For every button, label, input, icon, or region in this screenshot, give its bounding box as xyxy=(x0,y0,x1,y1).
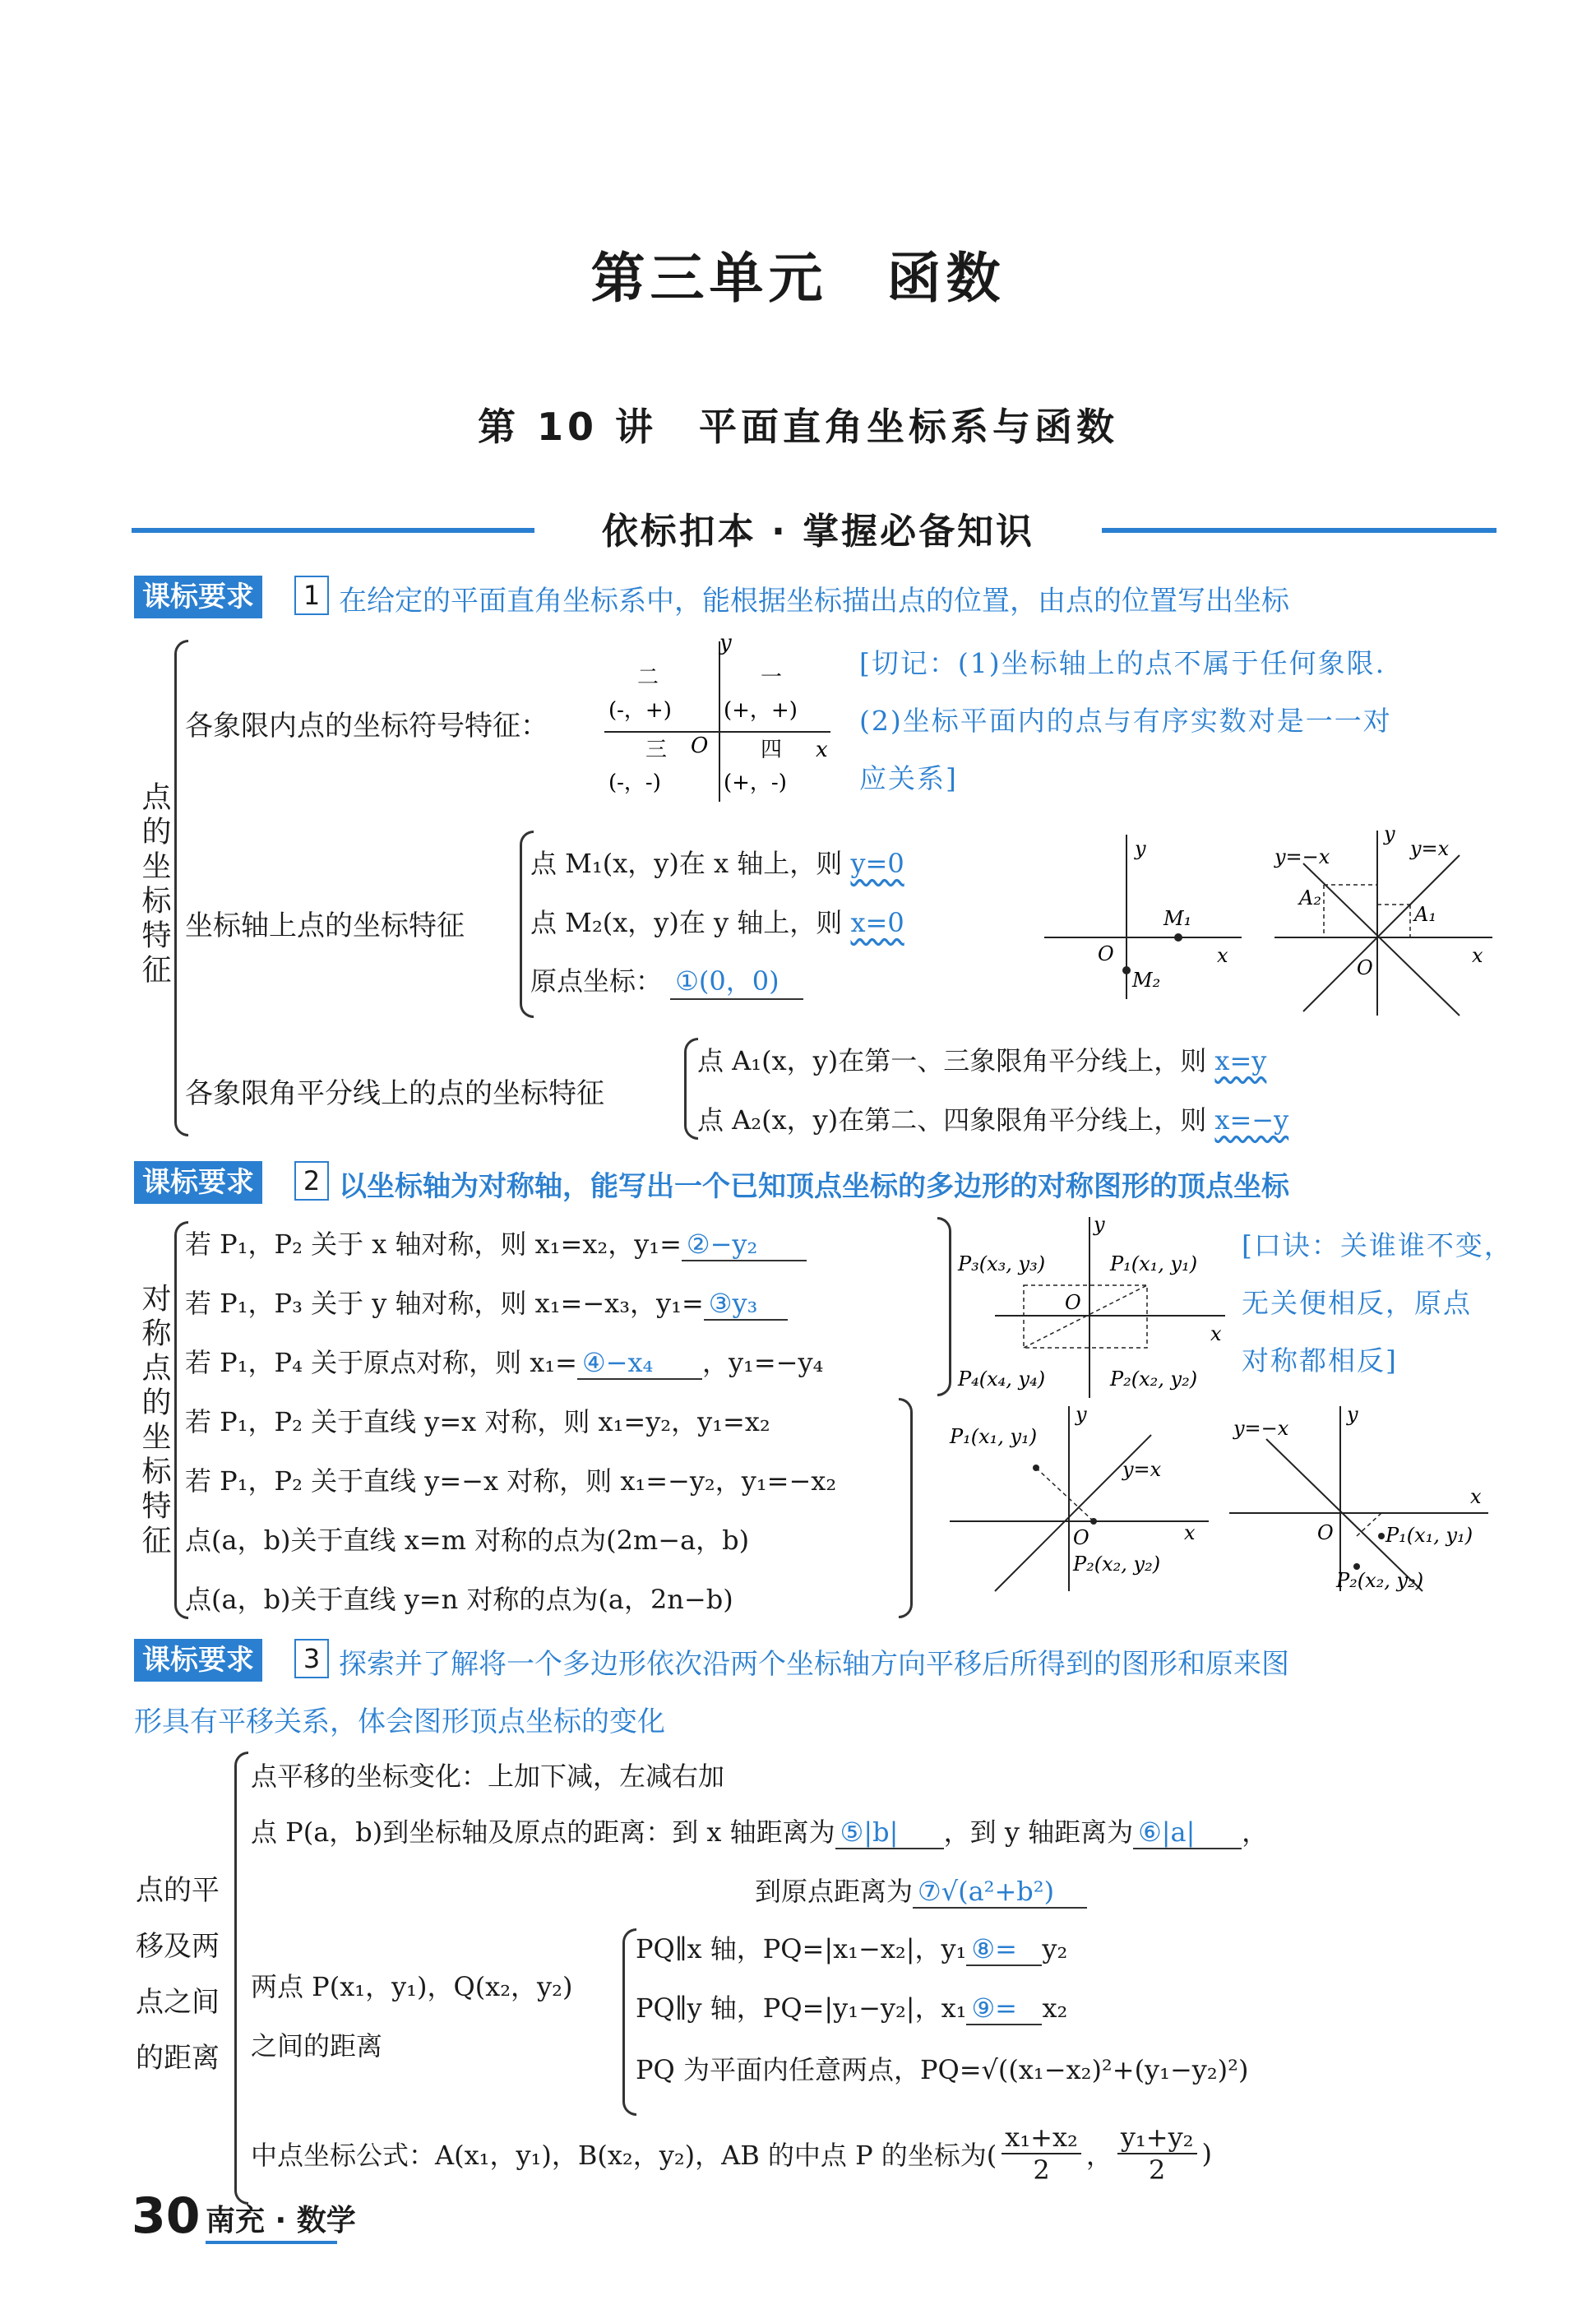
midpoint-den-y: 2 xyxy=(1149,2154,1166,2186)
req3-side-label-3: 点之间 xyxy=(136,1986,220,2019)
req1-text: 在给定的平面直角坐标系中，能根据坐标描出点的位置，由点的位置写出坐标 xyxy=(339,585,1289,618)
distance-answer-5: ⑤|b| xyxy=(835,1816,944,1849)
req1-number: 1 xyxy=(294,576,329,615)
req3-text: 探索并了解将一个多边形依次沿两个坐标轴方向平移后所得到的图形和原来图 xyxy=(339,1648,1289,1681)
pq-line-2-text: PQ∥y 轴，PQ=|y₁−y₂|，x₁ xyxy=(636,1992,967,2024)
sym-fig-y: y xyxy=(1094,1213,1105,1236)
axis-answer-2: x=0 xyxy=(850,907,904,938)
req2-side-label: 对称点的坐标特征 xyxy=(137,1283,171,1559)
line-yx-x: x xyxy=(1184,1521,1196,1544)
pq-line-1 xyxy=(636,1928,1067,1966)
req1-note-line-1: [切记：(1)坐标轴上的点不属于任何象限. xyxy=(859,647,1386,679)
req1-tag: 课标要求 xyxy=(134,576,262,618)
sym-line-2-text: 若 P₁，P₃ 关于 y 轴对称，则 x₁=−x₃，y₁= xyxy=(185,1288,704,1319)
fig2-origin: O xyxy=(1357,956,1373,979)
line-ynx-label: y=−x xyxy=(1233,1417,1289,1440)
midpoint-num-y: y₁+y₂ xyxy=(1117,2122,1197,2154)
req2-note-line-2: 无关便相反，原点 xyxy=(1242,1287,1472,1319)
req1-note xyxy=(859,635,1392,808)
fig1-origin: O xyxy=(1098,942,1114,965)
fig2-pos-line: y=x xyxy=(1410,837,1450,860)
fig2-a2: A₂ xyxy=(1299,886,1321,909)
midpoint-text: 中点坐标公式：A(x₁，y₁)，B(x₂，y₂)，AB 的中点 P 的坐标为( xyxy=(251,2140,997,2171)
bisector-answer-2: x=−y xyxy=(1214,1104,1289,1136)
axis-answer-1: y=0 xyxy=(850,848,904,879)
sym-right-brace-2 xyxy=(899,1398,913,1618)
sym-fig-origin: O xyxy=(1065,1291,1081,1314)
quadrant-four-sign: (+，-) xyxy=(724,771,787,795)
req2-tag: 课标要求 xyxy=(134,1161,262,1204)
req3-side-label-1: 点的平 xyxy=(136,1874,220,1907)
quadrant-four: 四 xyxy=(761,738,783,762)
origin-distance-text: 到原点距离为 xyxy=(755,1876,914,1907)
req2-text: 以坐标轴为对称轴，能写出一个已知顶点坐标的多边形的对称图形的顶点坐标 xyxy=(339,1170,1289,1203)
distance-line: 点 P(a，b)到坐标轴及原点的距离：到 x 轴距离为 ⑤|b| ，到 y 轴距离为 ⑥|a| ， xyxy=(251,1816,1269,1848)
line-yx-label: y=x xyxy=(1122,1458,1162,1481)
fig2-y: y xyxy=(1384,822,1395,845)
fig2-neg-line: y=−x xyxy=(1274,845,1330,868)
axis-line-3-text: 原点坐标： xyxy=(530,965,663,997)
pq-answer-9: ⑨= xyxy=(966,1992,1042,2025)
distance-answer-7: ⑦√(a²+b²) xyxy=(913,1876,1087,1909)
line-y-equals-x-diagram xyxy=(946,1398,1217,1595)
line-ynx-y: y xyxy=(1347,1403,1358,1426)
req3-side-label-2: 移及两 xyxy=(136,1930,220,1963)
quadrant-y-label: y xyxy=(719,633,732,655)
sym-right-brace-1 xyxy=(937,1217,951,1396)
sym-answer-3: ③y₃ xyxy=(704,1288,788,1321)
bisector-brace xyxy=(684,1038,698,1140)
distance-prefix: 点 P(a，b)到坐标轴及原点的距离：到 x 轴距离为 xyxy=(251,1816,835,1848)
fig2-a1: A₁ xyxy=(1414,903,1436,926)
bisector-line-1 xyxy=(697,1040,1266,1078)
pq-line-2-tail: x₂ xyxy=(1042,1992,1068,2024)
quadrant-sign-diagram xyxy=(600,633,839,806)
req3-side-label xyxy=(136,1863,220,2086)
bisector-line-2-text: 点 A₂(x，y)在第二、四象限角平分线上，则 xyxy=(697,1104,1207,1136)
unit-title: 第三单元 函数 xyxy=(590,246,1006,310)
axis-line-1-text: 点 M₁(x，y)在 x 轴上，则 xyxy=(530,848,843,879)
pq-line-2 xyxy=(636,1988,1067,2025)
line-ynx-origin: O xyxy=(1317,1521,1334,1544)
axis-line-1 xyxy=(530,843,904,881)
footer-underline xyxy=(206,2241,337,2244)
req2-note xyxy=(1242,1217,1513,1390)
sym-line-3-tail: ，y₁=−y₄ xyxy=(701,1347,824,1378)
translate-rule: 点平移的坐标变化：上加下减，左减右加 xyxy=(251,1761,725,1792)
line-ynx-p2: P₂(x₂, y₂) xyxy=(1336,1569,1424,1592)
quadrant-origin: O xyxy=(691,734,709,758)
midpoint-den-x: 2 xyxy=(1033,2154,1050,2186)
fig1-y: y xyxy=(1135,837,1146,860)
fig1-m1: M₁ xyxy=(1163,907,1192,930)
sym-fig-p1: P₁(x₁, y₁) xyxy=(1110,1252,1198,1275)
pq-brace xyxy=(622,1928,636,2116)
bisector-line-2 xyxy=(697,1099,1288,1137)
pq-line-1-tail: y₂ xyxy=(1042,1933,1068,1964)
bisector-answer-1: x=y xyxy=(1214,1045,1267,1076)
distance-answer-6: ⑥|a| xyxy=(1133,1816,1242,1849)
page-number: 30 xyxy=(132,2187,201,2245)
req1-side-label: 点的坐标特征 xyxy=(137,781,171,988)
axis-points-diagram xyxy=(1040,831,1254,1003)
sym-line-3 xyxy=(185,1342,823,1380)
sym-fig-p2: P₂(x₂, y₂) xyxy=(1110,1368,1198,1391)
line-yx-y: y xyxy=(1076,1403,1087,1426)
sym-answer-2: ②−y₂ xyxy=(682,1229,807,1261)
req3-brace xyxy=(234,1752,248,2205)
req2-number: 2 xyxy=(294,1161,329,1201)
req3-side-label-4: 的距离 xyxy=(136,2042,220,2075)
distance-mid: ，到 y 轴距离为 xyxy=(943,1816,1134,1848)
axis-line-2-text: 点 M₂(x，y)在 y 轴上，则 xyxy=(530,907,843,938)
midpoint-formula: 中点坐标公式：A(x₁，y₁)，B(x₂，y₂)，AB 的中点 P 的坐标为( $\frac{\text{x₁+x₂}}{2}$ ， $\frac{\text{y₁+y₂}}{2}$ ) xyxy=(251,2122,1212,2186)
req3-tag: 课标要求 xyxy=(134,1639,262,1682)
midpoint-num-x: x₁+x₂ xyxy=(1002,2122,1081,2154)
sym-answer-4: ④−x₄ xyxy=(577,1347,702,1380)
bisector-diagram xyxy=(1270,822,1501,1020)
axis-answer-3: ①(0，0) xyxy=(670,960,803,1000)
line-ynx-p1: P₁(x₁, y₁) xyxy=(1386,1524,1473,1547)
sym-line-2 xyxy=(185,1283,788,1321)
pq-line-3: PQ 为平面内任意两点，PQ=√((x₁−x₂)²+(y₁−y₂)²) xyxy=(636,2054,1249,2085)
line-ynx-x: x xyxy=(1470,1485,1482,1508)
quadrant-one: 一 xyxy=(761,665,783,690)
sym-line-6: 点(a，b)关于直线 x=m 对称的点为(2m−a，b) xyxy=(185,1525,750,1556)
quadrant-three-sign: (-，-) xyxy=(608,771,661,795)
line-yx-p2: P₂(x₂, y₂) xyxy=(1073,1553,1161,1576)
book-name: 南充 · 数学 xyxy=(206,2204,356,2238)
line-yx-p1: P₁(x₁, y₁) xyxy=(950,1425,1038,1448)
sym-line-3-text: 若 P₁，P₄ 关于原点对称，则 x₁= xyxy=(185,1347,577,1378)
sym-fig-x: x xyxy=(1210,1322,1222,1345)
quadrant-two: 二 xyxy=(637,665,659,690)
symmetric-points-diagram xyxy=(954,1213,1233,1402)
line-y-equals-neg-x-diagram xyxy=(1225,1398,1497,1595)
sym-line-7: 点(a，b)关于直线 y=n 对称的点为(a，2n−b) xyxy=(185,1584,733,1615)
axis-label: 坐标轴上点的坐标特征 xyxy=(185,909,465,942)
line-yx-origin: O xyxy=(1073,1526,1089,1549)
two-points-label xyxy=(251,1957,572,2076)
req3-text-2: 形具有平移关系，体会图形顶点坐标的变化 xyxy=(134,1705,665,1738)
req2-note-line-1: [口诀：关谁谁不变， xyxy=(1242,1229,1513,1261)
two-points-label-2: 之间的距离 xyxy=(251,2030,383,2062)
bisector-label: 各象限角平分线上的点的坐标特征 xyxy=(185,1077,604,1110)
sym-line-4: 若 P₁，P₂ 关于直线 y=x 对称，则 x₁=y₂，y₁=x₂ xyxy=(185,1406,770,1437)
axis-line-3 xyxy=(530,960,803,1000)
req1-note-line-2: (2)坐标平面内的点与有序实数对是一一对 xyxy=(859,705,1392,737)
sym-line-1 xyxy=(185,1224,807,1261)
quadrant-two-sign: (-，+) xyxy=(608,698,672,723)
sym-fig-p4: P₄(x₄, y₄) xyxy=(958,1368,1046,1391)
quadrant-one-sign: (+，+) xyxy=(724,698,798,723)
bisector-line-1-text: 点 A₁(x，y)在第一、三象限角平分线上，则 xyxy=(697,1045,1207,1076)
pq-line-1-text: PQ∥x 轴，PQ=|x₁−x₂|，y₁ xyxy=(636,1933,967,1964)
origin-distance-line xyxy=(755,1871,1087,1909)
axis-line-2 xyxy=(530,902,904,940)
sym-line-5: 若 P₁，P₂ 关于直线 y=−x 对称，则 x₁=−y₂，y₁=−x₂ xyxy=(185,1465,837,1497)
midpoint-fraction-y xyxy=(1117,2122,1197,2186)
two-points-label-1: 两点 P(x₁，y₁)，Q(x₂，y₂) xyxy=(251,1971,573,2002)
req1-note-line-3: 应关系] xyxy=(859,762,958,794)
fig1-m2: M₂ xyxy=(1132,969,1161,992)
sym-fig-p3: P₃(x₃, y₃) xyxy=(958,1252,1046,1275)
sym-line-1-text: 若 P₁，P₂ 关于 x 轴对称，则 x₁=x₂，y₁= xyxy=(185,1229,682,1260)
req3-number: 3 xyxy=(294,1639,329,1678)
fig1-x: x xyxy=(1217,944,1228,967)
quadrant-label: 各象限内点的坐标符号特征： xyxy=(185,710,548,743)
quadrant-three: 三 xyxy=(645,738,668,762)
quadrant-x-label: x xyxy=(816,738,828,762)
band-heading: 依标扣本 · 掌握必备知识 xyxy=(534,502,1102,554)
pq-answer-8: ⑧= xyxy=(966,1933,1042,1966)
midpoint-close: ) xyxy=(1201,2138,1212,2169)
req2-note-line-3: 对称都相反] xyxy=(1242,1344,1398,1377)
lesson-title: 第 10 讲 平面直角坐标系与函数 xyxy=(477,405,1119,449)
fig2-x: x xyxy=(1472,944,1483,967)
midpoint-fraction-x xyxy=(1002,2122,1081,2186)
